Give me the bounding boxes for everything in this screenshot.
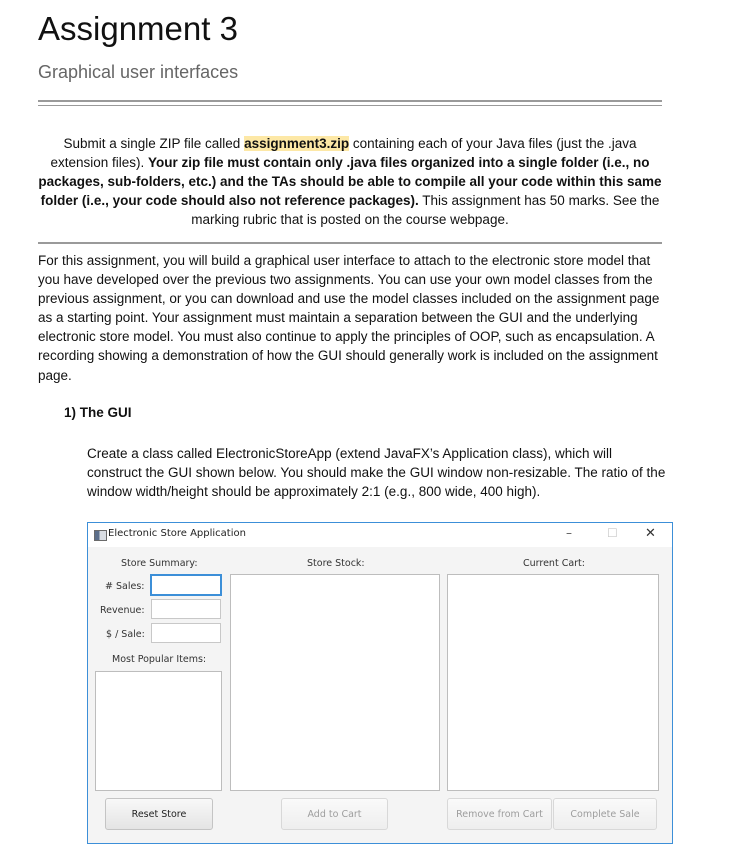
- section-description: Create a class called ElectronicStoreApp (extend JavaFX’s Application class), which will construct the GUI shown below. You should make the GUI window non-resizable. The ratio of the window width/height should be approximately 2:1 (e.g., 800 wide, 400 high).: [87, 446, 666, 500]
- reset-store-button[interactable]: Reset Store: [105, 798, 213, 830]
- revenue-field[interactable]: [151, 599, 221, 619]
- store-summary-label: Store Summary:: [121, 558, 198, 569]
- maximize-icon[interactable]: ☐: [607, 526, 618, 540]
- per-sale-field[interactable]: [151, 623, 221, 643]
- complete-sale-button[interactable]: Complete Sale: [553, 798, 657, 830]
- remove-from-cart-button[interactable]: Remove from Cart: [447, 798, 552, 830]
- electronic-store-window: [87, 522, 673, 844]
- minimize-icon[interactable]: –: [566, 526, 572, 540]
- submission-text-3: This assignment has 50 marks. See the marking rubric that is posted on the course webpage.: [191, 193, 660, 227]
- sales-field[interactable]: [150, 574, 222, 596]
- app-icon: [94, 530, 107, 541]
- store-stock-list[interactable]: [230, 574, 440, 791]
- section-divider: [38, 242, 662, 244]
- revenue-label: Revenue:: [100, 605, 145, 616]
- page-title: Assignment 3: [38, 10, 238, 47]
- zip-filename: assignment3.zip: [244, 136, 350, 151]
- section-heading: 1) The GUI: [64, 405, 132, 420]
- popular-items-list[interactable]: [95, 671, 222, 791]
- title-divider: [38, 100, 662, 106]
- add-to-cart-button[interactable]: Add to Cart: [281, 798, 388, 830]
- submission-instructions: [38, 134, 662, 229]
- popular-items-label: Most Popular Items:: [112, 654, 207, 665]
- submission-requirements: Your zip file must contain only .java files organized into a single folder (i.e., no packages, sub-folders, etc.) and the TAs should be able to compile all your code within this same folder (i.e., your code should also not reference packages).: [38, 155, 662, 208]
- intro-paragraph: For this assignment, you will build a graphical user interface to attach to the electronic store model that you have developed over the previous two assignments. You can use your own model classes from the previous assignment, or you can download and use the model classes included on the assignment page as a starting point. Your assignment must maintain a separation between the GUI and the underlying electronic store model. You must also continue to apply the principles of OOP, such as encapsulation. A recording showing a demonstration of how the GUI should generally work is included on the assignment page.: [38, 253, 660, 383]
- page-subtitle: Graphical user interfaces: [38, 62, 239, 82]
- submission-text-2: containing each of your Java files (just the .java extension files).: [50, 136, 637, 170]
- close-icon[interactable]: ✕: [645, 526, 656, 541]
- submission-text-1: Submit a single ZIP file called: [63, 136, 245, 151]
- sales-label: # Sales:: [105, 581, 145, 592]
- current-cart-label: Current Cart:: [523, 558, 585, 569]
- window-titlebar: [88, 523, 672, 547]
- current-cart-list[interactable]: [447, 574, 659, 791]
- per-sale-label: $ / Sale:: [106, 629, 145, 640]
- window-title: Electronic Store Application: [108, 528, 246, 539]
- store-stock-label: Store Stock:: [307, 558, 365, 569]
